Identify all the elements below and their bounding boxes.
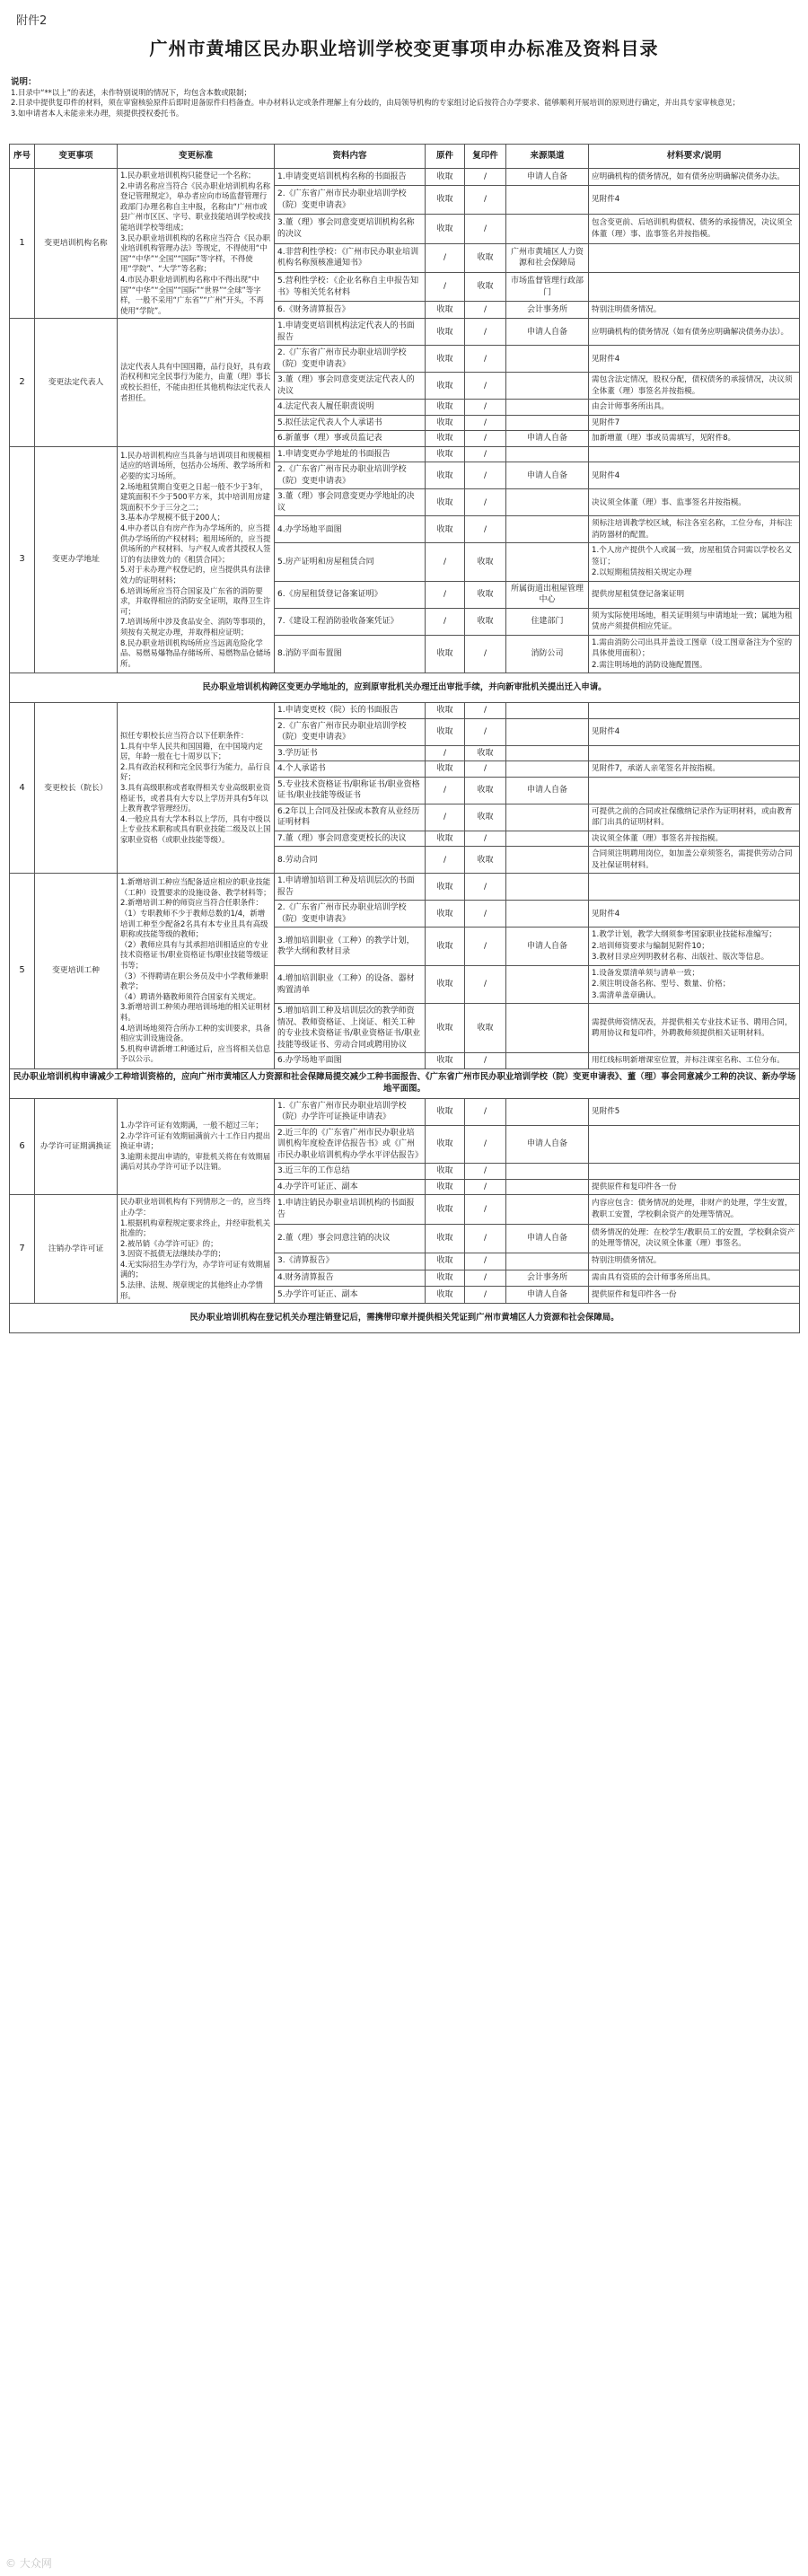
original-cell: 收取 bbox=[426, 346, 465, 373]
requirement-cell bbox=[589, 777, 800, 804]
source-cell: 住建部门 bbox=[506, 608, 589, 635]
table-header-row bbox=[10, 145, 800, 169]
source-cell bbox=[506, 1004, 589, 1053]
copy-cell: / bbox=[465, 319, 506, 346]
copy-cell: / bbox=[465, 346, 506, 373]
table-body bbox=[10, 169, 800, 1333]
source-cell bbox=[506, 1179, 589, 1195]
requirement-cell: 用红线标明新增课室位置，并标注课室名称、工位分布。 bbox=[589, 1053, 800, 1069]
requirement-cell: 应明确机构的债务情况（如有债务应明确解决债务办法）。 bbox=[589, 319, 800, 346]
original-cell: 收取 bbox=[426, 489, 465, 516]
original-cell: / bbox=[426, 804, 465, 831]
requirement-cell: 见附件7 bbox=[589, 415, 800, 431]
requirement-cell: 加新增董（理）事或员需填写，见附件8。 bbox=[589, 431, 800, 447]
col-header: 来源渠道 bbox=[506, 145, 589, 169]
summary-row bbox=[10, 1304, 800, 1333]
requirement-cell bbox=[589, 703, 800, 719]
change-item: 注销办学许可证 bbox=[35, 1195, 118, 1304]
change-standard: 1.新增培训工种应当配备适应相应的职业技能（工种）设置要求的设施设备、教学材料等； 2.新增培训工种的师资应当符合任职条件： （1）专职教师不少于教师总数的1/4，新增培训工种至少配备2名具有本专业且具有高级职称或技能等级的教师； （2）教师应具有与其承担培训相适应的专业技术资格证书/职业资格证书/职业技能等级证书等； （3）不得聘请在职公务员及中小学教师兼职教学； （4）聘请外籍教师须符合国家有关规定。 3.新增培训工种须办理培训场地的相关证明材料。 4.培训场地须符合所办工种的实训要求，具备相应实训设施设备。 5.机构申请新增工种通过后，应当将相关信息予以公示。 bbox=[118, 874, 275, 1069]
source-cell bbox=[506, 400, 589, 416]
summary-note: 民办职业培训机构跨区变更办学地址的，应到原审批机关办理迁出审批手续，并向新审批机关提出迁入申请。 bbox=[10, 673, 800, 703]
document-name: 1.申请注销民办职业培训机构的书面报告 bbox=[275, 1195, 426, 1224]
document-name: 4.法定代表人履任职责说明 bbox=[275, 400, 426, 416]
source-cell bbox=[506, 831, 589, 847]
document-name: 2.《广东省广州市民办职业培训学校（院）变更申请表》 bbox=[275, 346, 426, 373]
document-name: 3.董（理）事会同意变更办学地址的决议 bbox=[275, 489, 426, 516]
copy-cell: / bbox=[465, 1224, 506, 1253]
original-cell: / bbox=[426, 243, 465, 272]
original-cell: 收取 bbox=[426, 462, 465, 489]
requirement-cell: 债务情况的处理：在校学生/教职员工的安置，学校剩余资产的处理等情况，决议须全体董（理）事签名。 bbox=[589, 1224, 800, 1253]
original-cell: 收取 bbox=[426, 1195, 465, 1224]
requirement-cell: 须为实际使用场地，相关证明须与申请地址一致；属地为租赁房产须提供相应凭证。 bbox=[589, 608, 800, 635]
source-cell bbox=[506, 516, 589, 543]
copy-cell: / bbox=[465, 431, 506, 447]
copy-cell: / bbox=[465, 965, 506, 1004]
source-cell bbox=[506, 761, 589, 778]
document-name: 2.《广东省广州市民办职业培训学校（院）变更申请表》 bbox=[275, 901, 426, 928]
original-cell: 收取 bbox=[426, 446, 465, 462]
document-name: 2.近三年的《广东省广州市民办职业培训机构年度检查评估报告书》或《广州市民办职业培训机构办学水平评估报告》 bbox=[275, 1125, 426, 1164]
document-name: 6.《房屋租赁登记备案证明》 bbox=[275, 581, 426, 608]
original-cell: 收取 bbox=[426, 1270, 465, 1287]
document-name: 2.《广东省广州市民办职业培训学校（院）变更申请表》 bbox=[275, 185, 426, 214]
document-name: 1.申请变更办学地址的书面报告 bbox=[275, 446, 426, 462]
copy-cell: / bbox=[465, 928, 506, 966]
col-header: 复印件 bbox=[465, 145, 506, 169]
requirement-cell: 特别注明债务情况。 bbox=[589, 302, 800, 319]
document-name: 6.《财务清算报告》 bbox=[275, 302, 426, 319]
original-cell: 收取 bbox=[426, 901, 465, 928]
copy-cell: 收取 bbox=[465, 608, 506, 635]
copy-cell: 收取 bbox=[465, 543, 506, 582]
copy-cell: / bbox=[465, 1195, 506, 1224]
document-name: 4.个人承诺书 bbox=[275, 761, 426, 778]
source-cell: 消防公司 bbox=[506, 635, 589, 673]
note-line: 2.目录中提供复印件的材料，须在审窗核验原件后即时退备原件归档备查。申办材料认定或条件理解上有分歧的，由局领导机构的专家组讨论后按符合办学要求、能够顺利开展培训的原则进行确定，并出具专家审核意见； bbox=[11, 98, 740, 107]
document-name: 4.办学场地平面图 bbox=[275, 516, 426, 543]
requirement-cell: 特别注明债务情况。 bbox=[589, 1253, 800, 1270]
copy-cell: 收取 bbox=[465, 847, 506, 874]
document-name: 4.办学许可证正、副本 bbox=[275, 1179, 426, 1195]
row-seq: 3 bbox=[10, 446, 35, 673]
source-cell bbox=[506, 1195, 589, 1224]
row-seq: 1 bbox=[10, 169, 35, 319]
copy-cell: / bbox=[465, 215, 506, 243]
page-title: 广州市黄埔区民办职业培训学校变更事项申办标准及资料目录 bbox=[149, 38, 659, 59]
copy-cell: / bbox=[465, 718, 506, 745]
source-cell: 申请人自备 bbox=[506, 319, 589, 346]
requirement-cell: 见附件7，承诺人亲笔签名并按指模。 bbox=[589, 761, 800, 778]
note-line: 3.如申请者本人未能亲来办理，须提供授权委托书。 bbox=[11, 108, 184, 118]
summary-note: 民办职业培训机构申请减少工种培训资格的，应向广州市黄埔区人力资源和社会保障局提交减少工种书面报告、《广东省广州市民办职业培训学校（院）变更申请表》、董（理）事会同意减少工种的决议、新办学场地平面图。 bbox=[10, 1068, 800, 1098]
copy-cell: / bbox=[465, 516, 506, 543]
change-item: 变更办学地址 bbox=[35, 446, 118, 673]
source-cell bbox=[506, 874, 589, 901]
change-standard: 拟任专职校长应当符合以下任职条件： 1.具有中华人民共和国国籍，在中国境内定居，年龄一般在七十周岁以下； 2.具有政治权利和完全民事行为能力，品行良好； 3.具有高级职称或者取得相关专业高级职业资格证书，或者具有大专以上学历并具有5年以上教育教学管理经历。 4.一般应具有大学本科以上学历，具有中级以上专业技术职称或具有职业技能二级及以上国家职业资格（或职业技能等级）。 bbox=[118, 703, 275, 874]
document-name: 1.申请增加培训工种及培训层次的书面报告 bbox=[275, 874, 426, 901]
copy-cell: 收取 bbox=[465, 273, 506, 302]
source-cell bbox=[506, 847, 589, 874]
document-name: 5.办学许可证正、副本 bbox=[275, 1287, 426, 1304]
copy-cell: 收取 bbox=[465, 745, 506, 761]
requirement-cell: 见附件4 bbox=[589, 901, 800, 928]
original-cell: 收取 bbox=[426, 928, 465, 966]
copy-cell: / bbox=[465, 1179, 506, 1195]
attachment-label: 附件2 bbox=[16, 14, 48, 28]
copy-cell: / bbox=[465, 1287, 506, 1304]
original-cell: 收取 bbox=[426, 319, 465, 346]
document-name: 4.非营利性学校：《广州市民办职业培训机构名称预核准通知书》 bbox=[275, 243, 426, 272]
original-cell: 收取 bbox=[426, 400, 465, 416]
document-name: 5.拟任法定代表人个人承诺书 bbox=[275, 415, 426, 431]
requirement-cell bbox=[589, 243, 800, 272]
source-cell bbox=[506, 1098, 589, 1125]
source-cell: 申请人自备 bbox=[506, 431, 589, 447]
copy-cell: / bbox=[465, 302, 506, 319]
requirement-cell: 可提供之前的合同或社保缴纳记录作为证明材料，或由教育部门出具的证明材料。 bbox=[589, 804, 800, 831]
source-cell bbox=[506, 1053, 589, 1069]
source-cell bbox=[506, 703, 589, 719]
source-cell bbox=[506, 965, 589, 1004]
source-cell bbox=[506, 489, 589, 516]
source-cell: 市场监督管理行政部门 bbox=[506, 273, 589, 302]
original-cell: / bbox=[426, 608, 465, 635]
change-item: 变更法定代表人 bbox=[35, 319, 118, 447]
watermark-logo: © 大众网 bbox=[5, 2557, 52, 2570]
source-cell: 所属街道出租屋管理中心 bbox=[506, 581, 589, 608]
original-cell: / bbox=[426, 581, 465, 608]
copy-cell: / bbox=[465, 169, 506, 186]
document-name: 6.办学场地平面图 bbox=[275, 1053, 426, 1069]
requirement-cell: 见附件4 bbox=[589, 718, 800, 745]
original-cell: 收取 bbox=[426, 1179, 465, 1195]
copy-cell: / bbox=[465, 1253, 506, 1270]
change-standard: 1.办学许可证有效期满，一般不超过三年； 2.办学许可证有效期届满前六十工作日内提出换证申请； 3.逾期未提出申请的，审批机关将在有效期届满后对其办学许可证予以注销。 bbox=[118, 1098, 275, 1195]
requirement-cell bbox=[589, 874, 800, 901]
requirement-cell bbox=[589, 745, 800, 761]
copy-cell: / bbox=[465, 373, 506, 400]
requirement-cell: 见附件4 bbox=[589, 462, 800, 489]
source-cell: 申请人自备 bbox=[506, 169, 589, 186]
copy-cell: / bbox=[465, 635, 506, 673]
requirement-cell: 1.教学计划，教学大纲须参考国家职业技能标准编写； 2.培训师资要求与编制见附件10； 3.教材目录应列明教材名称、出版社、版次等信息。 bbox=[589, 928, 800, 966]
source-cell bbox=[506, 1164, 589, 1180]
document-name: 3.学历证书 bbox=[275, 745, 426, 761]
requirement-cell bbox=[589, 446, 800, 462]
original-cell: 收取 bbox=[426, 1053, 465, 1069]
copy-cell: / bbox=[465, 415, 506, 431]
document-name: 2.董（理）事会同意注销的决议 bbox=[275, 1224, 426, 1253]
original-cell: 收取 bbox=[426, 831, 465, 847]
copy-cell: / bbox=[465, 1053, 506, 1069]
source-cell bbox=[506, 446, 589, 462]
copy-cell: / bbox=[465, 901, 506, 928]
copy-cell: 收取 bbox=[465, 777, 506, 804]
source-cell bbox=[506, 415, 589, 431]
document-name: 6.2年以上合同及社保或本教育从业经历证明材料 bbox=[275, 804, 426, 831]
requirement-cell: 由会计师事务所出具。 bbox=[589, 400, 800, 416]
original-cell: 收取 bbox=[426, 1098, 465, 1125]
source-cell bbox=[506, 373, 589, 400]
change-item: 变更培训工种 bbox=[35, 874, 118, 1069]
requirement-cell: 提供原件和复印件各一份 bbox=[589, 1179, 800, 1195]
source-cell: 广州市黄埔区人力资源和社会保障局 bbox=[506, 243, 589, 272]
copy-cell: / bbox=[465, 400, 506, 416]
original-cell: / bbox=[426, 543, 465, 582]
original-cell: / bbox=[426, 745, 465, 761]
source-cell bbox=[506, 346, 589, 373]
original-cell: 收取 bbox=[426, 874, 465, 901]
summary-row bbox=[10, 673, 800, 703]
copy-cell: / bbox=[465, 703, 506, 719]
original-cell: 收取 bbox=[426, 1224, 465, 1253]
row-seq: 4 bbox=[10, 703, 35, 874]
document-name: 5.营利性学校：《企业名称自主申报告知书》等相关凭名材料 bbox=[275, 273, 426, 302]
original-cell: / bbox=[426, 777, 465, 804]
source-cell bbox=[506, 901, 589, 928]
requirement-cell: 需由具有资质的会计师事务所出具。 bbox=[589, 1270, 800, 1287]
original-cell: / bbox=[426, 273, 465, 302]
document-name: 8.劳动合同 bbox=[275, 847, 426, 874]
document-name: 3.《清算报告》 bbox=[275, 1253, 426, 1270]
source-cell bbox=[506, 718, 589, 745]
notes-block bbox=[11, 77, 797, 119]
summary-row bbox=[10, 1068, 800, 1098]
document-name: 7.董（理）事会同意变更校长的决议 bbox=[275, 831, 426, 847]
source-cell: 申请人自备 bbox=[506, 1287, 589, 1304]
original-cell: 收取 bbox=[426, 431, 465, 447]
source-cell: 申请人自备 bbox=[506, 462, 589, 489]
change-item: 变更校长（院长） bbox=[35, 703, 118, 874]
copy-cell: / bbox=[465, 761, 506, 778]
requirement-cell: 决议须全体董（理）事签名并按指模。 bbox=[589, 831, 800, 847]
change-standard: 法定代表人具有中国国籍，品行良好，具有政治权利和完全民事行为能力，由董（理）事长或校长担任，不能由担任其他机构法定代表人者担任。 bbox=[118, 319, 275, 447]
document-name: 3.董（理）事会同意变更培训机构名称的决议 bbox=[275, 215, 426, 243]
original-cell: 收取 bbox=[426, 718, 465, 745]
col-header: 变更标准 bbox=[118, 145, 275, 169]
note-line: 1.目录中“**以上”的表述，未作特别说明的情况下，均包含本数或限制； bbox=[11, 87, 251, 97]
copy-cell: 收取 bbox=[465, 243, 506, 272]
source-cell bbox=[506, 745, 589, 761]
document-name: 4.财务清算报告 bbox=[275, 1270, 426, 1287]
table-row bbox=[10, 703, 800, 719]
requirement-cell: 须标注培训教学校区域，标注各室名称，工位分布，并标注消防器材的配置。 bbox=[589, 516, 800, 543]
table-row bbox=[10, 319, 800, 346]
source-cell: 会计事务所 bbox=[506, 1270, 589, 1287]
requirement-cell: 1.个人房产提供个人或属一致，房屋租赁合同需以学校名义签订； 2.以短期租赁按相关规定办理 bbox=[589, 543, 800, 582]
requirement-cell: 1.需由消防公司出具并盖设工图章（设工图章备注为个室的具体使用面积）； 2.需注明场地的消防设施配置图。 bbox=[589, 635, 800, 673]
copy-cell: / bbox=[465, 1098, 506, 1125]
requirement-cell: 应明确机构的债务情况，如有债务应明确解决债务办法。 bbox=[589, 169, 800, 186]
col-header: 资料内容 bbox=[275, 145, 426, 169]
original-cell: 收取 bbox=[426, 635, 465, 673]
requirements-table bbox=[9, 144, 800, 1333]
table-row bbox=[10, 1195, 800, 1224]
original-cell: 收取 bbox=[426, 516, 465, 543]
original-cell: 收取 bbox=[426, 302, 465, 319]
original-cell: 收取 bbox=[426, 761, 465, 778]
source-cell: 申请人自备 bbox=[506, 1125, 589, 1164]
row-seq: 7 bbox=[10, 1195, 35, 1304]
original-cell: 收取 bbox=[426, 1253, 465, 1270]
table-row bbox=[10, 446, 800, 462]
copy-cell: 收取 bbox=[465, 804, 506, 831]
copy-cell: / bbox=[465, 1270, 506, 1287]
source-cell bbox=[506, 215, 589, 243]
table-row bbox=[10, 1098, 800, 1125]
requirement-cell: 包含变更前、后培训机构债权、债务的承接情况，决议须全体董（理）事、监事签名并按指模。 bbox=[589, 215, 800, 243]
original-cell: / bbox=[426, 847, 465, 874]
original-cell: 收取 bbox=[426, 1004, 465, 1053]
copy-cell: / bbox=[465, 462, 506, 489]
requirement-cell bbox=[589, 273, 800, 302]
document-name: 1.申请变更培训机构名称的书面报告 bbox=[275, 169, 426, 186]
requirement-cell bbox=[589, 1164, 800, 1180]
notes-heading: 说明： bbox=[11, 77, 37, 87]
original-cell: 收取 bbox=[426, 1287, 465, 1304]
document-name: 2.《广东省广州市民办职业培训学校（院）变更申请表》 bbox=[275, 718, 426, 745]
copy-cell: / bbox=[465, 1164, 506, 1180]
table-row bbox=[10, 169, 800, 186]
requirement-cell: 需包含法定情况，股权分配，债权债务的承接情况，决议须全体董（理）事签名并按指模。 bbox=[589, 373, 800, 400]
table-row bbox=[10, 874, 800, 901]
copy-cell: / bbox=[465, 489, 506, 516]
original-cell: 收取 bbox=[426, 373, 465, 400]
requirement-cell: 合同须注明聘用岗位，如加盖公章须签名，需提供劳动合同及社保证明材料。 bbox=[589, 847, 800, 874]
requirement-cell: 内容应包含：债务情况的处理，非财产的处理，学生安置，教职工安置，学校剩余资产的处理等情况。 bbox=[589, 1195, 800, 1224]
copy-cell: 收取 bbox=[465, 1004, 506, 1053]
original-cell: 收取 bbox=[426, 1164, 465, 1180]
copy-cell: 收取 bbox=[465, 581, 506, 608]
document-name: 3.增加培训职业（工种）的教学计划，教学大纲和教材目录 bbox=[275, 928, 426, 966]
requirement-cell: 1.设备发票清单须与清单一致； 2.须注明设备名称、型号、数量、价格； 3.需清单盖章确认。 bbox=[589, 965, 800, 1004]
copy-cell: / bbox=[465, 874, 506, 901]
row-seq: 5 bbox=[10, 874, 35, 1069]
col-header: 原件 bbox=[426, 145, 465, 169]
document-name: 1.申请变更校（院）长的书面报告 bbox=[275, 703, 426, 719]
source-cell: 申请人自备 bbox=[506, 1224, 589, 1253]
document-name: 4.增加培训职业（工种）的设备、器材购置清单 bbox=[275, 965, 426, 1004]
document-name: 2.《广东省广州市民办职业培训学校（院）变更申请表》 bbox=[275, 462, 426, 489]
requirement-cell bbox=[589, 1125, 800, 1164]
original-cell: 收取 bbox=[426, 169, 465, 186]
source-cell bbox=[506, 804, 589, 831]
col-header: 材料要求/说明 bbox=[589, 145, 800, 169]
change-standard: 1.民办培训机构应当具备与培训项目和规模相适应的培训场所，包括办公场所、教学场所和必要的实习场所。 2.场地租赁期自变更之日起一般不少于3年，建筑面积不少于500平方米，其中培训用房建筑面积不少于三分之二； 3.基本办学规模不低于200人； 4.申办者以自有房产作为办学场所的，应当提供办学场所的产权材料；租用场所的，应当提供场所的产权材料、与产权人或者其授权人签订的有法律效力的《租赁合同》； 5.对于未办理产权登记的，应当提供具有法律效力的证明材料； 6.培训场所应当符合国家及广东省的消防要求，并取得相应的消防安全证明，取得卫生许可； 7.培训场所中涉及食品安全、消防等事项的，须按有关规定办理，并取得相应证明； 8.民办职业培训机构场所应当远离危险化学品、易燃易爆物品存储场所、易燃物品仓储场所。 bbox=[118, 446, 275, 673]
requirement-cell: 见附件4 bbox=[589, 185, 800, 214]
document-name: 6.新董事（理）事或员监记表 bbox=[275, 431, 426, 447]
source-cell: 申请人自备 bbox=[506, 928, 589, 966]
original-cell: 收取 bbox=[426, 215, 465, 243]
document-name: 5.增加培训工种及培训层次的教学师资情况、教师资格证、上岗证、相关工种的专业技术资格证书/职业资格证书/职业技能等级证书、劳动合同或聘用协议 bbox=[275, 1004, 426, 1053]
source-cell bbox=[506, 185, 589, 214]
requirement-cell: 需提供师资情况表，并提供相关专业技术证书、聘用合同，聘用协议和复印件，外聘教师须提供相关证明材料。 bbox=[589, 1004, 800, 1053]
document-name: 1.《广东省广州市民办职业培训学校（院）办学许可证换证申请表》 bbox=[275, 1098, 426, 1125]
original-cell: 收取 bbox=[426, 185, 465, 214]
document-name: 1.申请变更培训机构法定代表人的书面报告 bbox=[275, 319, 426, 346]
change-standard: 民办职业培训机构有下列情形之一的，应当终止办学： 1.根据机构章程规定要求终止，并经审批机关批准的； 2.被吊销《办学许可证》的； 3.因资不抵债无法继续办学的； 4.无实际招生办学行为，办学许可证有效期届满的； 5.法律、法规、规章规定的其他终止办学情形。 bbox=[118, 1195, 275, 1304]
source-cell: 申请人自备 bbox=[506, 777, 589, 804]
requirement-cell: 提供房屋租赁登记备案证明 bbox=[589, 581, 800, 608]
document-name: 7.《建设工程消防验收备案凭证》 bbox=[275, 608, 426, 635]
copy-cell: / bbox=[465, 185, 506, 214]
row-seq: 2 bbox=[10, 319, 35, 447]
source-cell: 会计事务所 bbox=[506, 302, 589, 319]
change-standard: 1.民办职业培训机构只能登记一个名称； 2.申请名称应当符合《民办职业培训机构名称登记管理规定》，单办者应向市场监督管理行政部门办理名称自主申报，名称由“广州市或县广州市区区、字号、职业技能培训学校或技能培训学校等组成； 3.民办职业培训机构的名称应当符合《民办职业培训机构管理办法》等规定，不得使用“中国”“中华”“全国”“国际”等字样，不得使用“学院”、“大学”等名称； 4.市民办职业培训机构名称中不得出现“中国”“中华”“全国”“国际”“世界”“全球”等字样，一般不采用“广东省”“广州”开头，不再使用“学院”。 bbox=[118, 169, 275, 319]
copy-cell: / bbox=[465, 831, 506, 847]
source-cell bbox=[506, 1253, 589, 1270]
col-header: 变更事项 bbox=[35, 145, 118, 169]
document-name: 8.消防平面布置图 bbox=[275, 635, 426, 673]
original-cell: 收取 bbox=[426, 415, 465, 431]
change-item: 变更培训机构名称 bbox=[35, 169, 118, 319]
original-cell: 收取 bbox=[426, 1125, 465, 1164]
source-cell bbox=[506, 543, 589, 582]
col-header: 序号 bbox=[10, 145, 35, 169]
requirement-cell: 见附件5 bbox=[589, 1098, 800, 1125]
requirement-cell: 见附件4 bbox=[589, 346, 800, 373]
copy-cell: / bbox=[465, 446, 506, 462]
document-name: 5.房产证明和房屋租赁合同 bbox=[275, 543, 426, 582]
requirement-cell: 决议须全体董（理）事、监事签名并按指模。 bbox=[589, 489, 800, 516]
document-name: 3.近三年的工作总结 bbox=[275, 1164, 426, 1180]
original-cell: 收取 bbox=[426, 703, 465, 719]
document-name: 3.董（理）事会同意变更法定代表人的决议 bbox=[275, 373, 426, 400]
requirement-cell: 提供原件和复印件各一份 bbox=[589, 1287, 800, 1304]
document-name: 5.专业技术资格证书/职称证书/职业资格证书/职业技能等级证书 bbox=[275, 777, 426, 804]
row-seq: 6 bbox=[10, 1098, 35, 1195]
change-item: 办学许可证期满换证 bbox=[35, 1098, 118, 1195]
copy-cell: / bbox=[465, 1125, 506, 1164]
summary-note: 民办职业培训机构在登记机关办理注销登记后，需携带印章并提供相关凭证到广州市黄埔区人力资源和社会保障局。 bbox=[10, 1304, 800, 1333]
original-cell: 收取 bbox=[426, 965, 465, 1004]
